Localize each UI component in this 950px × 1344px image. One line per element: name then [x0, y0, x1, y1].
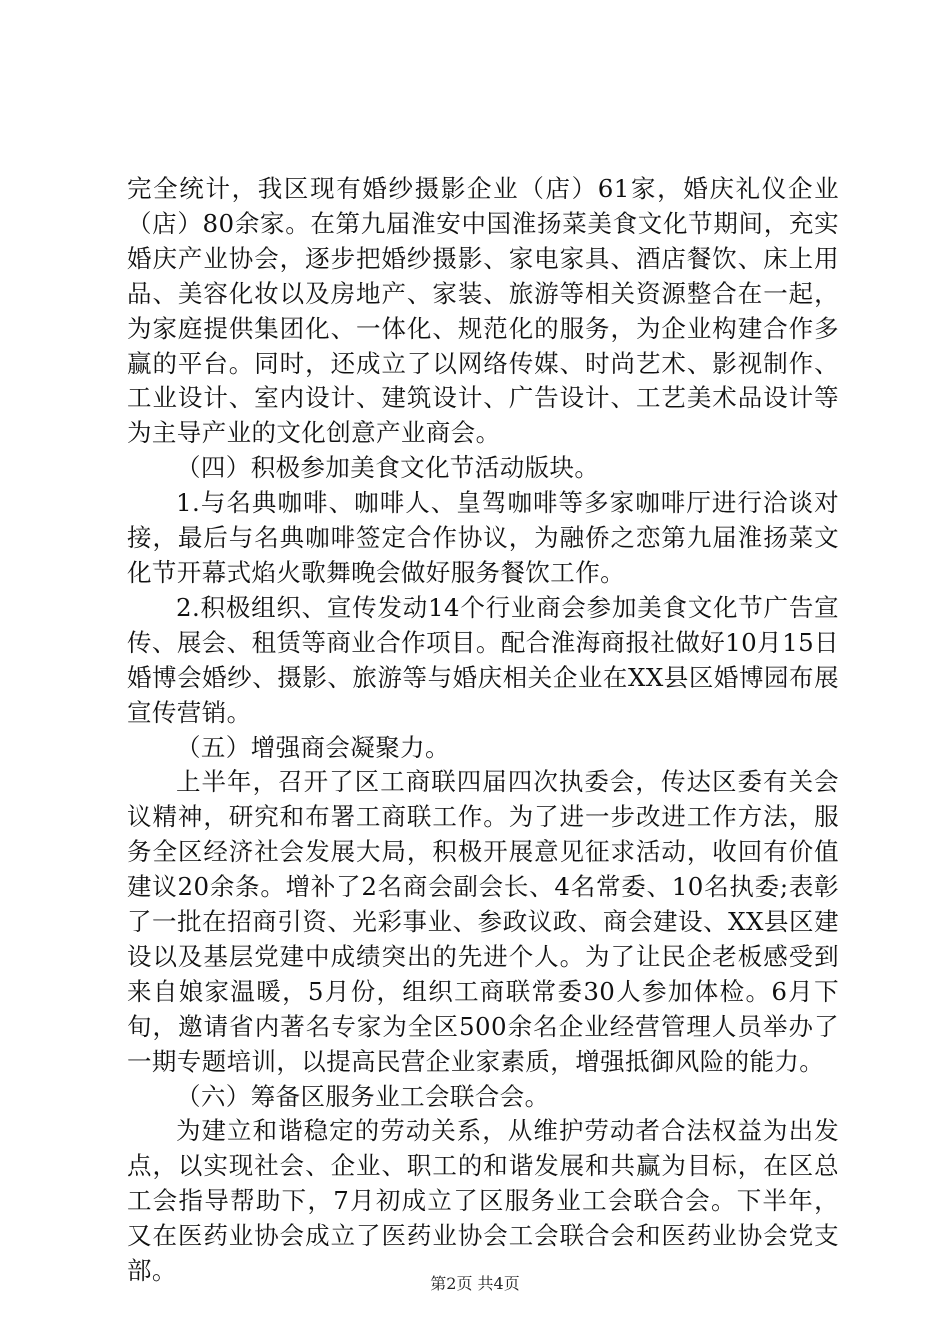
paragraph-item-1: 1.与名典咖啡、咖啡人、皇驾咖啡等多家咖啡厅进行洽谈对接，最后与名典咖啡签定合作协议，为融侨之恋第九届淮扬菜文化节开幕式焰火歌舞晚会做好服务餐饮工作。	[127, 488, 839, 587]
paragraph-item-2: 2.积极组织、宣传发动14个行业商会参加美食文化节广告宣传、展会、租赁等商业合作项目。配合淮海商报社做好10月15日婚博会婚纱、摄影、旅游等与婚庆相关企业在XX县区婚博园布展宣传营销。	[127, 592, 839, 727]
paragraph-continuation: 完全统计，我区现有婚纱摄影企业（店）61家，婚庆礼仪企业（店）80余家。在第九届淮安中国淮扬菜美食文化节期间，充实婚庆产业协会，逐步把婚纱摄影、家电家具、酒店餐饮、床上用品、美容化妆以及房地产、家装、旅游等相关资源整合在一起，为家庭提供集团化、一体化、规范化的服务，为企业构建合作多赢的平台。同时，还成立了以网络传媒、时尚艺术、影视制作、工业设计、室内设计、建筑设计、广告设计、工艺美术品设计等为主导产业的文化创意产业商会。	[127, 174, 839, 448]
document-body	[127, 172, 839, 1289]
paragraph-section-5: 上半年，召开了区工商联四届四次执委会，传达区委有关会议精神，研究和布署工商联工作。为了进一步改进工作方法，服务全区经济社会发展大局，积极开展意见征求活动，收回有价值建议20余条。增补了2名商会副会长、4名常委、10名执委;表彰了一批在招商引资、光彩事业、参政议政、商会建设、XX县区建设以及基层党建中成绩突出的先进个人。为了让民企老板感受到来自娘家温暖，5月份，组织工商联常委30人参加体检。6月下旬，邀请省内著名专家为全区500余名企业经营管理人员举办了一期专题培训，以提高民营企业家素质，增强抵御风险的能力。	[127, 767, 839, 1076]
section-heading-4: （四）积极参加美食文化节活动版块。	[176, 453, 600, 483]
paragraph-section-6: 为建立和谐稳定的劳动关系，从维护劳动者合法权益为出发点，以实现社会、企业、职工的和谐发展和共赢为目标，在区总工会指导帮助下，7月初成立了区服务业工会联合会。下半年，又在医药业协会成立了医药业协会工会联合会和医药业协会党支部。	[127, 1116, 839, 1286]
section-heading-6: （六）筹备区服务业工会联合会。	[176, 1081, 550, 1111]
section-heading-5: （五）增强商会凝聚力。	[176, 732, 450, 762]
page-number-footer: 第2页 共4页	[430, 1274, 520, 1293]
